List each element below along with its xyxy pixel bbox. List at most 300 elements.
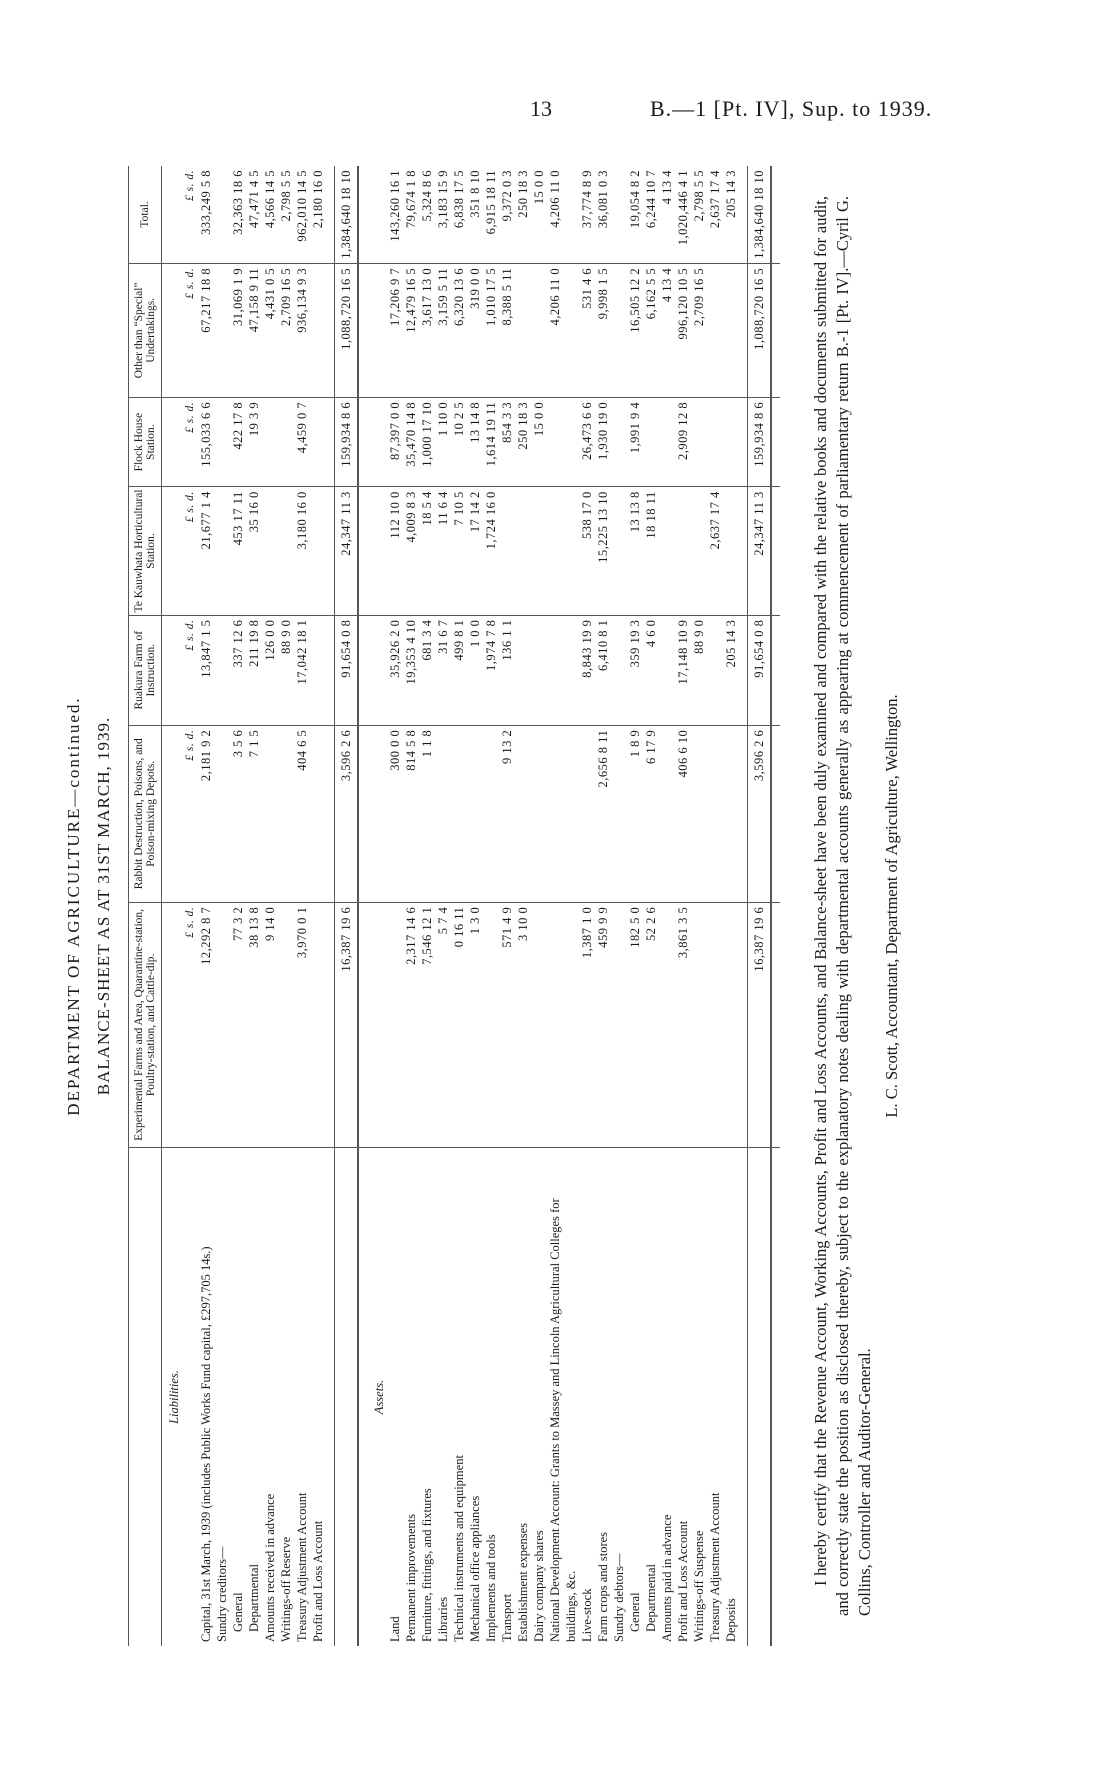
amount-cell [675, 487, 691, 615]
amount-cell: 333,249 5 8 [198, 166, 214, 263]
amount-cell: 19 3 9 [246, 397, 262, 486]
row-label: General [231, 1592, 245, 1632]
amount-cell [611, 263, 627, 397]
amount-cell [707, 902, 723, 1147]
row-label: Profit and Loss Account [676, 1520, 690, 1642]
spacer-cell [358, 725, 367, 902]
row-label: Treasury Adjustment Account [295, 1492, 309, 1642]
row-label: Departmental [644, 1563, 658, 1632]
row-label: Permanent improvements [404, 1513, 418, 1642]
amount-cell: 4,206 11 0 [547, 166, 579, 263]
row-label: Treasury Adjustment Account [708, 1492, 722, 1642]
units-label: £ s. d. [182, 166, 198, 263]
empty-cell [162, 615, 183, 725]
assets-heading-row [367, 166, 387, 1646]
row-label: Capital, 31st March, 1939 (includes Public Works Fund capital, £297,705 14s.) [199, 1246, 213, 1642]
document-reference: B.—1 [Pt. IV], Sup. to 1939. [650, 96, 933, 121]
amount-cell: 4,206 11 0 [547, 263, 579, 397]
column-header-5: Flock House Station. [129, 397, 162, 486]
total-amount: 91,654 0 8 [335, 615, 359, 725]
spacer-cell [771, 487, 780, 615]
amount-cell: 6 17 9 [643, 725, 659, 902]
row-label: Transport [500, 1593, 514, 1642]
amount-cell: 814 5 8 [403, 725, 419, 902]
row-label: Land [388, 1616, 402, 1642]
total-amount: 1,384,640 18 10 [748, 166, 772, 263]
certificate-text: I hereby certify that the Revenue Account, Working Accounts, Profit and Loss Accounts, and Balance-sheet have been duly examined and compared with the relative books and documents submitted for audit, and correctly state the position as disclosed thereby, subject to the explanatory notes dealing with departmental accounts generally as appearing at commencement of parliamentary return B.-1 [Pt. IV].—Cyril G. Collins, Controller and Auditor-General. [811, 196, 874, 1616]
amount-cell [310, 263, 326, 397]
amount-cell [611, 397, 627, 486]
amount-cell: 459 9 9 [595, 902, 611, 1147]
amount-cell [531, 725, 547, 902]
empty-cell [367, 166, 387, 263]
amount-cell: 8,843 19 9 [579, 615, 595, 725]
amount-cell: 0 16 11 [451, 902, 467, 1147]
table-row [310, 166, 326, 1646]
amount-cell [387, 902, 403, 1147]
total-amount: 24,347 11 3 [748, 487, 772, 615]
amount-cell: 499 8 1 [451, 615, 467, 725]
amount-cell [214, 397, 230, 486]
amount-cell: 32,363 18 6 [230, 166, 246, 263]
empty-cell [367, 615, 387, 725]
amount-cell: 1 10 0 [435, 397, 451, 486]
table-row [262, 166, 278, 1646]
amount-cell [547, 615, 579, 725]
amount-cell: 18 18 11 [643, 487, 659, 615]
amount-cell: 936,134 9 3 [294, 263, 310, 397]
balance-sheet-body [162, 166, 781, 1646]
amount-cell: 2,317 14 6 [403, 902, 419, 1147]
spacer-cell [326, 725, 335, 902]
spacer-row [771, 166, 780, 1646]
amount-cell: 2,656 8 11 [595, 725, 611, 902]
column-header-7: Total. [129, 166, 162, 263]
table-row [547, 166, 579, 1646]
amount-cell [278, 902, 294, 1147]
table-row [579, 166, 595, 1646]
amount-cell: 1,991 9 4 [627, 397, 643, 486]
empty-cell [367, 263, 387, 397]
total-amount: 16,387 19 6 [335, 902, 359, 1147]
amount-cell: 38 13 8 [246, 902, 262, 1147]
amount-cell: 2,909 12 8 [675, 397, 691, 486]
amount-cell [515, 487, 531, 615]
amount-cell [707, 615, 723, 725]
spacer-cell [739, 615, 748, 725]
total-amount: 1,384,640 18 10 [335, 166, 359, 263]
spacer-cell [739, 902, 748, 1147]
amount-cell: 16,505 12 2 [627, 263, 643, 397]
amount-cell [611, 615, 627, 725]
amount-cell: 31,069 1 9 [230, 263, 246, 397]
table-row [387, 166, 403, 1646]
balance-sheet-title: BALANCE-SHEET AS AT 31ST MARCH, 1939. [94, 716, 113, 1096]
running-header [460, 96, 1050, 126]
amount-cell: 4,459 0 7 [294, 397, 310, 486]
total-label [335, 1148, 359, 1647]
amount-cell [531, 615, 547, 725]
row-label: Amounts received in advance [263, 1493, 277, 1642]
total-amount: 159,934 8 6 [748, 397, 772, 486]
amount-cell: 1,974 7 8 [483, 615, 499, 725]
amount-cell [515, 725, 531, 902]
amount-cell [691, 902, 707, 1147]
spacer-cell [771, 615, 780, 725]
amount-cell: 67,217 18 8 [198, 263, 214, 397]
amount-cell: 9,998 1 5 [595, 263, 611, 397]
accountant-signature: L. C. Scott, Accountant, Department of Agriculture, Wellington. [882, 694, 901, 1118]
amount-cell [310, 615, 326, 725]
amount-cell: 2,798 5 5 [278, 166, 294, 263]
table-row [467, 166, 483, 1646]
spacer-cell [326, 615, 335, 725]
spacer-cell [771, 263, 780, 397]
table-row [198, 166, 214, 1646]
units-label: £ s. d. [182, 397, 198, 486]
amount-cell [723, 263, 739, 397]
amount-cell: 5 7 4 [435, 902, 451, 1147]
amount-cell [214, 725, 230, 902]
amount-cell [214, 166, 230, 263]
amount-cell: 36,081 0 3 [595, 166, 611, 263]
spacer-cell [739, 166, 748, 263]
amount-cell: 205 14 3 [723, 615, 739, 725]
amount-cell [262, 397, 278, 486]
amount-cell: 7 1 5 [246, 725, 262, 902]
amount-cell: 13,847 1 5 [198, 615, 214, 725]
amount-cell: 250 18 3 [515, 397, 531, 486]
assets-total-row [748, 166, 772, 1646]
total-label [748, 1148, 772, 1647]
amount-cell: 136 1 1 [499, 615, 515, 725]
amount-cell [579, 725, 595, 902]
amount-cell: 4 13 4 [659, 263, 675, 397]
table-row [403, 166, 419, 1646]
amount-cell: 4 13 4 [659, 166, 675, 263]
amount-cell [278, 725, 294, 902]
amount-cell: 681 3 4 [419, 615, 435, 725]
column-header-4: Te Kauwhata Horticultural Station. [129, 487, 162, 615]
amount-cell: 531 4 6 [579, 263, 595, 397]
column-header-2: Rabbit Destruction, Poisons, and Poison-mixing Depots. [129, 725, 162, 902]
amount-cell: 9 14 0 [262, 902, 278, 1147]
table-row [531, 166, 547, 1646]
row-label: Dairy company shares [532, 1530, 546, 1642]
table-row [435, 166, 451, 1646]
amount-cell: 6,915 18 11 [483, 166, 499, 263]
spacer-row [326, 166, 335, 1646]
table-row [214, 166, 230, 1646]
amount-cell [214, 263, 230, 397]
amount-cell: 351 8 10 [467, 166, 483, 263]
amount-cell [659, 615, 675, 725]
amount-cell: 3,183 15 9 [435, 166, 451, 263]
row-label: General [628, 1592, 642, 1632]
empty-cell [162, 487, 183, 615]
units-row [182, 166, 198, 1646]
spacer-cell [358, 263, 367, 397]
amount-cell [483, 725, 499, 902]
total-amount: 159,934 8 6 [335, 397, 359, 486]
amount-cell: 112 10 0 [387, 487, 403, 615]
amount-cell [310, 725, 326, 902]
liabilities-heading-row [162, 166, 183, 1646]
spacer-cell [358, 902, 367, 1147]
row-label: National Development Account: Grants to Massey and Lincoln Agricultural Colleges for buildings, &c. [548, 1198, 578, 1642]
amount-cell: 19,054 8 2 [627, 166, 643, 263]
table-row [659, 166, 675, 1646]
spacer-cell [326, 397, 335, 486]
amount-cell: 6,410 8 1 [595, 615, 611, 725]
total-amount: 1,088,720 16 5 [748, 263, 772, 397]
row-label: Amounts paid in advance [660, 1514, 674, 1642]
amount-cell: 35,926 2 0 [387, 615, 403, 725]
amount-cell: 1,000 17 10 [419, 397, 435, 486]
amount-cell: 5,324 8 6 [419, 166, 435, 263]
spacer-cell [739, 487, 748, 615]
amount-cell: 337 12 6 [230, 615, 246, 725]
liabilities-total-row [335, 166, 359, 1646]
units-label: £ s. d. [182, 487, 198, 615]
row-label: Technical instruments and equipment [452, 1455, 466, 1642]
table-row [230, 166, 246, 1646]
spacer-cell [771, 725, 780, 902]
amount-cell: 4,431 0 5 [262, 263, 278, 397]
amount-cell: 13 13 8 [627, 487, 643, 615]
total-amount: 3,596 2 6 [748, 725, 772, 902]
amount-cell: 88 9 0 [278, 615, 294, 725]
spacer-cell [358, 487, 367, 615]
row-label: Farm crops and stores [596, 1531, 610, 1642]
amount-cell [262, 725, 278, 902]
amount-cell: 47,158 9 11 [246, 263, 262, 397]
amount-cell: 1,614 19 11 [483, 397, 499, 486]
amount-cell: 15 0 0 [531, 397, 547, 486]
spacer-cell [739, 725, 748, 902]
row-label: Furniture, fittings, and fixtures [420, 1488, 434, 1642]
units-label: £ s. d. [182, 725, 198, 902]
amount-cell [547, 397, 579, 486]
units-label: £ s. d. [182, 902, 198, 1147]
amount-cell: 126 0 0 [262, 615, 278, 725]
table-row [419, 166, 435, 1646]
amount-cell: 996,120 10 5 [675, 263, 691, 397]
amount-cell: 2,798 5 5 [691, 166, 707, 263]
amount-cell [310, 487, 326, 615]
amount-cell: 1,930 19 0 [595, 397, 611, 486]
amount-cell: 2,709 16 5 [278, 263, 294, 397]
amount-cell: 10 2 5 [451, 397, 467, 486]
amount-cell: 422 17 8 [230, 397, 246, 486]
table-row [294, 166, 310, 1646]
amount-cell: 11 6 4 [435, 487, 451, 615]
row-label: Establishment expenses [516, 1522, 530, 1642]
row-label: Departmental [247, 1563, 261, 1632]
amount-cell: 406 6 10 [675, 725, 691, 902]
row-label: Mechanical office appliances [468, 1495, 482, 1642]
amount-cell: 962,010 14 5 [294, 166, 310, 263]
department-title: DEPARTMENT OF AGRICULTURE—continued. [64, 696, 83, 1116]
amount-cell: 404 6 5 [294, 725, 310, 902]
amount-cell [214, 487, 230, 615]
amount-cell: 2,637 17 4 [707, 487, 723, 615]
empty-cell [162, 263, 183, 397]
amount-cell: 4,566 14 5 [262, 166, 278, 263]
amount-cell: 3,970 0 1 [294, 902, 310, 1147]
amount-cell: 1 1 8 [419, 725, 435, 902]
table-row [707, 166, 723, 1646]
total-amount: 16,387 19 6 [748, 902, 772, 1147]
amount-cell: 4 6 0 [643, 615, 659, 725]
empty-cell [162, 397, 183, 486]
table-row [723, 166, 739, 1646]
amount-cell [611, 725, 627, 902]
amount-cell: 3,861 3 5 [675, 902, 691, 1147]
amount-cell: 854 3 3 [499, 397, 515, 486]
amount-cell: 17 14 2 [467, 487, 483, 615]
column-header-6: Other than “Special” Undertakings. [129, 263, 162, 397]
amount-cell [691, 725, 707, 902]
amount-cell: 26,473 6 6 [579, 397, 595, 486]
amount-cell: 2,180 16 0 [310, 166, 326, 263]
amount-cell [723, 725, 739, 902]
amount-cell: 9 13 2 [499, 725, 515, 902]
rotated-balance-sheet [60, 166, 1000, 1646]
spacer-cell [739, 1148, 748, 1647]
amount-cell: 12,479 16 5 [403, 263, 419, 397]
table-row [246, 166, 262, 1646]
amount-cell: 205 14 3 [723, 166, 739, 263]
amount-cell: 2,181 9 2 [198, 725, 214, 902]
amount-cell: 1,387 1 0 [579, 902, 595, 1147]
amount-cell: 9,372 0 3 [499, 166, 515, 263]
spacer-cell [326, 902, 335, 1147]
amount-cell: 155,033 6 6 [198, 397, 214, 486]
amount-cell [547, 725, 579, 902]
amount-cell [707, 397, 723, 486]
spacer-cell [326, 166, 335, 263]
amount-cell [707, 263, 723, 397]
assets-heading: Assets. [372, 1379, 386, 1415]
spacer-cell [739, 397, 748, 486]
amount-cell: 3,617 13 0 [419, 263, 435, 397]
amount-cell: 3 10 0 [515, 902, 531, 1147]
amount-cell [435, 725, 451, 902]
amount-cell: 79,674 1 8 [403, 166, 419, 263]
amount-cell [691, 487, 707, 615]
amount-cell [214, 902, 230, 1147]
amount-cell: 87,397 0 0 [387, 397, 403, 486]
amount-cell [611, 166, 627, 263]
amount-cell: 6,838 17 5 [451, 166, 467, 263]
amount-cell: 182 5 0 [627, 902, 643, 1147]
amount-cell: 359 19 3 [627, 615, 643, 725]
amount-cell [515, 615, 531, 725]
table-row [483, 166, 499, 1646]
amount-cell [547, 487, 579, 615]
amount-cell [659, 725, 675, 902]
spacer-cell [358, 1148, 367, 1647]
amount-cell: 52 2 6 [643, 902, 659, 1147]
amount-cell: 1,724 16 0 [483, 487, 499, 615]
amount-cell: 2,709 16 5 [691, 263, 707, 397]
amount-cell: 15 0 0 [531, 166, 547, 263]
amount-cell: 319 0 0 [467, 263, 483, 397]
amount-cell: 1 8 9 [627, 725, 643, 902]
balance-sheet-table [128, 166, 780, 1646]
spacer-cell [326, 1148, 335, 1647]
amount-cell: 7,546 12 1 [419, 902, 435, 1147]
amount-cell [214, 615, 230, 725]
empty-cell [367, 397, 387, 486]
amount-cell: 37,774 8 9 [579, 166, 595, 263]
amount-cell: 17,148 10 9 [675, 615, 691, 725]
table-row [611, 166, 627, 1646]
amount-cell [723, 487, 739, 615]
column-header-1: Experimental Farms and Area, Quarantine-station, Poultry-station, and Cattle-dip. [129, 902, 162, 1147]
amount-cell [515, 263, 531, 397]
table-row [595, 166, 611, 1646]
amount-cell [723, 902, 739, 1147]
table-row [691, 166, 707, 1646]
audit-certificate [810, 166, 876, 1646]
row-label: Libraries [436, 1596, 450, 1642]
amount-cell: 13 14 8 [467, 397, 483, 486]
spacer-cell [358, 615, 367, 725]
amount-cell [643, 397, 659, 486]
amount-cell [451, 725, 467, 902]
amount-cell: 1,020,446 4 1 [675, 166, 691, 263]
column-header-row [129, 166, 162, 1646]
amount-cell [691, 397, 707, 486]
empty-cell [367, 902, 387, 1147]
total-amount: 24,347 11 3 [335, 487, 359, 615]
amount-cell [531, 263, 547, 397]
row-label: Deposits [724, 1598, 738, 1642]
amount-cell [262, 487, 278, 615]
amount-cell: 35 16 0 [246, 487, 262, 615]
spacer-cell [326, 487, 335, 615]
amount-cell: 538 17 0 [579, 487, 595, 615]
amount-cell: 31 6 7 [435, 615, 451, 725]
amount-cell: 3 5 6 [230, 725, 246, 902]
row-label: Writings-off Reserve [279, 1536, 293, 1642]
empty-cell [162, 902, 183, 1147]
amount-cell: 3,159 5 11 [435, 263, 451, 397]
amount-cell: 453 17 11 [230, 487, 246, 615]
amount-cell [659, 397, 675, 486]
amount-cell: 17,206 9 7 [387, 263, 403, 397]
amount-cell: 2,637 17 4 [707, 166, 723, 263]
units-label: £ s. d. [182, 615, 198, 725]
empty-cell [367, 725, 387, 902]
total-amount: 1,088,720 16 5 [335, 263, 359, 397]
empty-cell [162, 725, 183, 902]
amount-cell: 35,470 14 8 [403, 397, 419, 486]
liabilities-heading: Liabilities. [167, 1370, 181, 1424]
units-label: £ s. d. [182, 263, 198, 397]
amount-cell [310, 902, 326, 1147]
amount-cell [659, 487, 675, 615]
amount-cell [723, 397, 739, 486]
amount-cell: 1 3 0 [467, 902, 483, 1147]
amount-cell [483, 902, 499, 1147]
table-row [499, 166, 515, 1646]
amount-cell: 211 19 8 [246, 615, 262, 725]
amount-cell [278, 487, 294, 615]
row-label: Live-stock [580, 1588, 594, 1642]
